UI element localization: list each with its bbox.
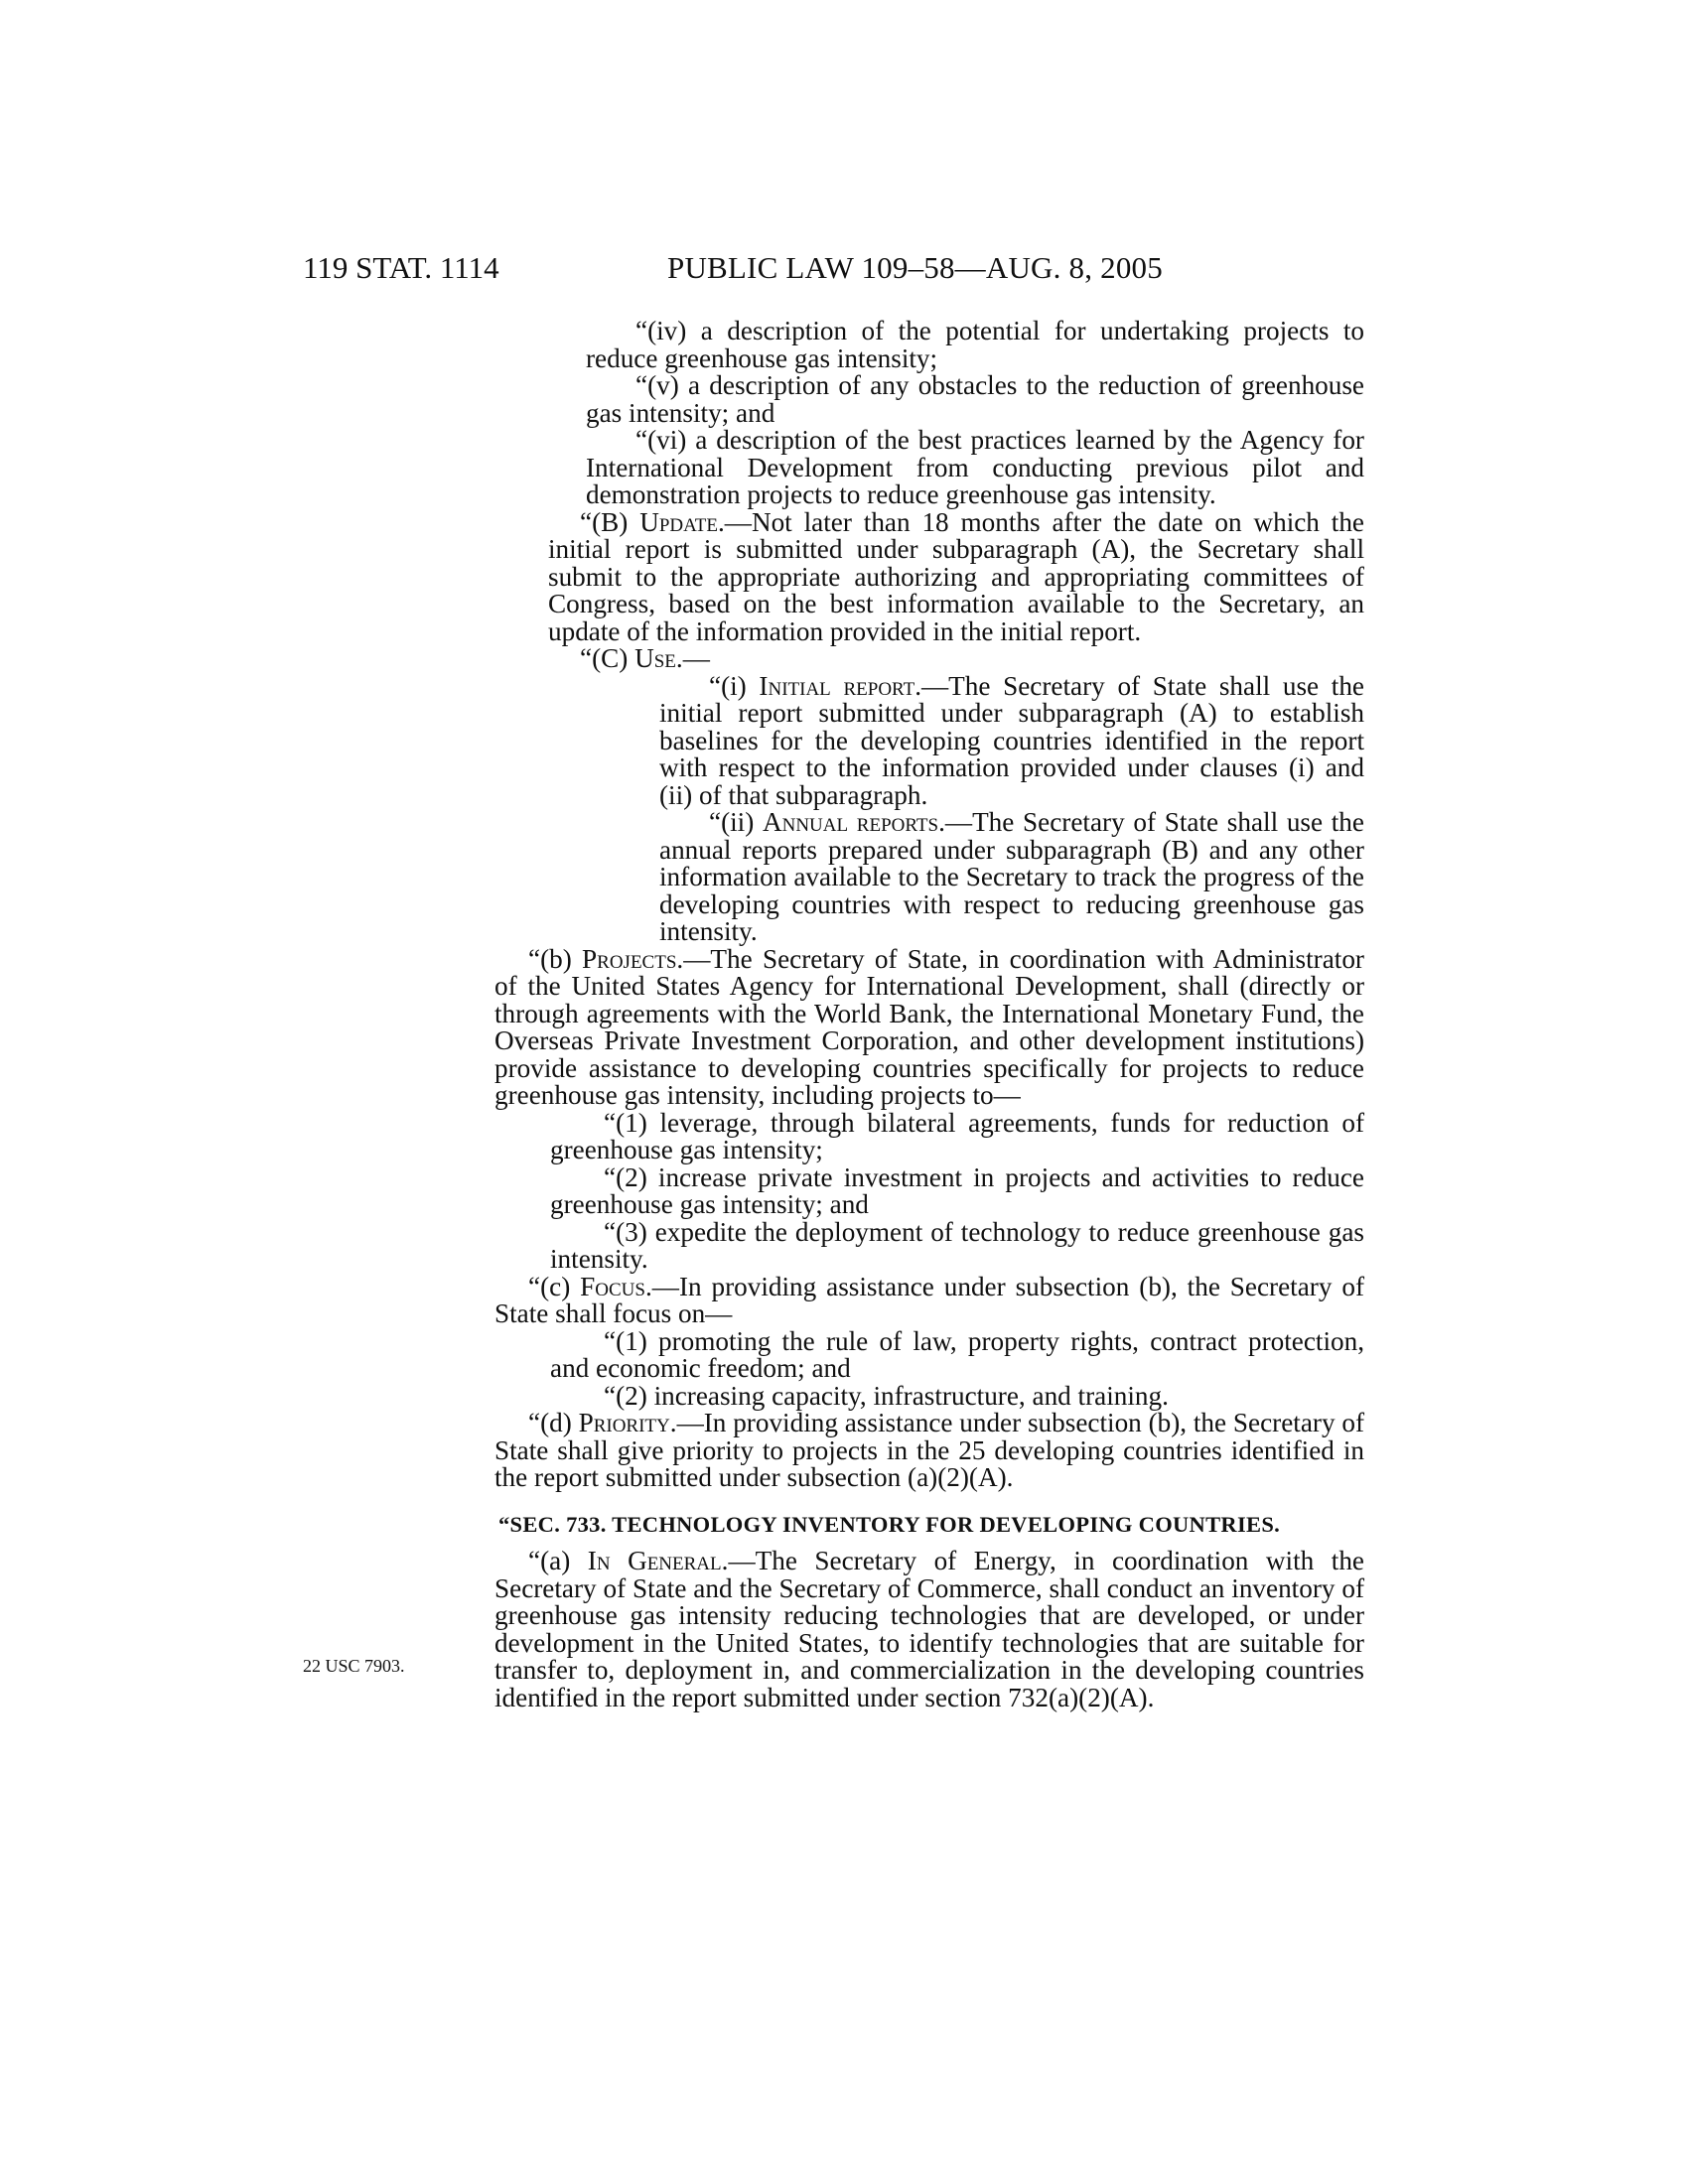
clause-caption: Initial report [759,670,915,701]
subparagraph-a2B [548,506,1364,646]
subsection-lead: “(b) [528,943,583,974]
paragraph-c2 [550,1380,1364,1411]
subparagraph-lead: “(B) [580,506,640,537]
subparagraph-caption: Use [634,643,676,673]
paragraph-b3 [550,1216,1364,1274]
clause-a2C-i [659,670,1364,810]
subparagraph-lead: “(C) [580,643,635,673]
subparagraph-text: .— [675,643,710,673]
paragraph-b2 [550,1161,1364,1219]
clause-lead: “(i) [709,670,760,701]
running-header [0,250,1688,290]
subparagraph-caption: Update [639,506,718,537]
subsection-lead: “(a) [528,1546,588,1575]
subsection-text: .—In providing assistance under subsection (b), the Secretary of State shall give priority to projects in the 25 developing countries identified in the report submitted under subsection (a)(2)(A). [494,1408,1364,1492]
subsection-lead: “(d) [528,1408,579,1437]
subsection-c [494,1271,1364,1328]
paragraph-text: “(2) increasing capacity, infrastructure, and training. [604,1380,1169,1411]
section-733-subsection-a [494,1548,1364,1711]
clause-a2A-vi [586,427,1364,509]
subsection-text: .—In providing assistance under subsection (b), the Secretary of State shall focus on— [494,1271,1364,1328]
statute-page-number: 119 STAT. 1114 [303,250,499,285]
clause-text: .—The Secretary of State shall use the initial report submitted under subparagraph (A) to establish baselines for the developing countries identified in the report with respect to the information provided under clauses (i) and (ii) of that subparagraph. [659,670,1364,810]
subsection-b [494,943,1364,1110]
law-title: PUBLIC LAW 109–58—AUG. 8, 2005 [667,250,1163,285]
paragraph-b1 [550,1107,1364,1164]
paragraph-text: “(3) expedite the deployment of technology to reduce greenhouse gas intensity. [550,1216,1364,1274]
paragraph-text: “(2) increase private investment in projects and activities to reduce greenhouse gas intensity; and [550,1161,1364,1219]
law-text-body [494,318,1364,1711]
clause-text: “(vi) a description of the best practices learned by the Agency for International Development from conducting previous pilot and demonstration projects to reduce greenhouse gas intensity. [586,425,1364,509]
subsection-text: .—The Secretary of State, in coordination with Administrator of the United States Agency for International Development, shall (directly or through agreements with the World Bank, the International Monetary Fund, the Overseas Private Investment Corporation, and other development institutions) provide assistance to developing countries specifically for projects to reduce greenhouse gas intensity, including projects to— [494,943,1364,1110]
clause-text: .—The Secretary of State shall use the annual reports prepared under subparagraph (B) and any other information available to the Secretary to track the progress of the developing countries with respect to reducing greenhouse gas intensity. [659,807,1364,946]
clause-lead: “(ii) [709,807,763,837]
paragraph-text: “(1) leverage, through bilateral agreements, funds for reduction of greenhouse gas intensity; [550,1107,1364,1164]
paragraph-text: “(1) promoting the rule of law, property rights, contract protection, and economic freedom; and [550,1325,1364,1383]
subsection-d [494,1410,1364,1492]
subsection-caption: Focus [580,1271,645,1301]
clause-a2A-iv [586,318,1364,372]
clause-a2C-ii [659,809,1364,946]
subparagraph-text: .—Not later than 18 months after the date on which the initial report is submitted under subparagraph (A), the Secretary shall submit to the appropriate authorizing and appropriating committees of Congress, based on the best information available to the Secretary, an update of the information provided in the initial report. [548,506,1364,646]
subsection-text: .—The Secretary of Energy, in coordination with the Secretary of State and the Secretary of Commerce, shall conduct an inventory of greenhouse gas intensity reducing technologies that are developed, or under development in the United States, to identify technologies that are suitable for transfer to, deployment in, and commercialization in the developing countries identified in the report submitted under section 732(a)(2)(A). [494,1546,1364,1712]
subsection-lead: “(c) [528,1271,581,1301]
subparagraph-a2C [548,645,1364,673]
subsection-caption: Priority [578,1408,670,1437]
section-heading: “SEC. 733. TECHNOLOGY INVENTORY FOR DEVELOPING COUNTRIES. [498,1511,1281,1537]
subsection-caption: Projects [582,943,677,974]
clause-a2A-v [586,372,1364,427]
paragraph-c1 [550,1325,1364,1383]
clause-caption: Annual reports [762,807,939,837]
clause-text: “(v) a description of any obstacles to the reduction of greenhouse gas intensity; and [586,370,1364,428]
subsection-caption: In General [587,1546,722,1575]
clause-text: “(iv) a description of the potential for undertaking projects to reduce greenhouse gas intensity; [586,316,1364,373]
usc-citation-sidenote: 22 USC 7903. [303,1656,405,1676]
